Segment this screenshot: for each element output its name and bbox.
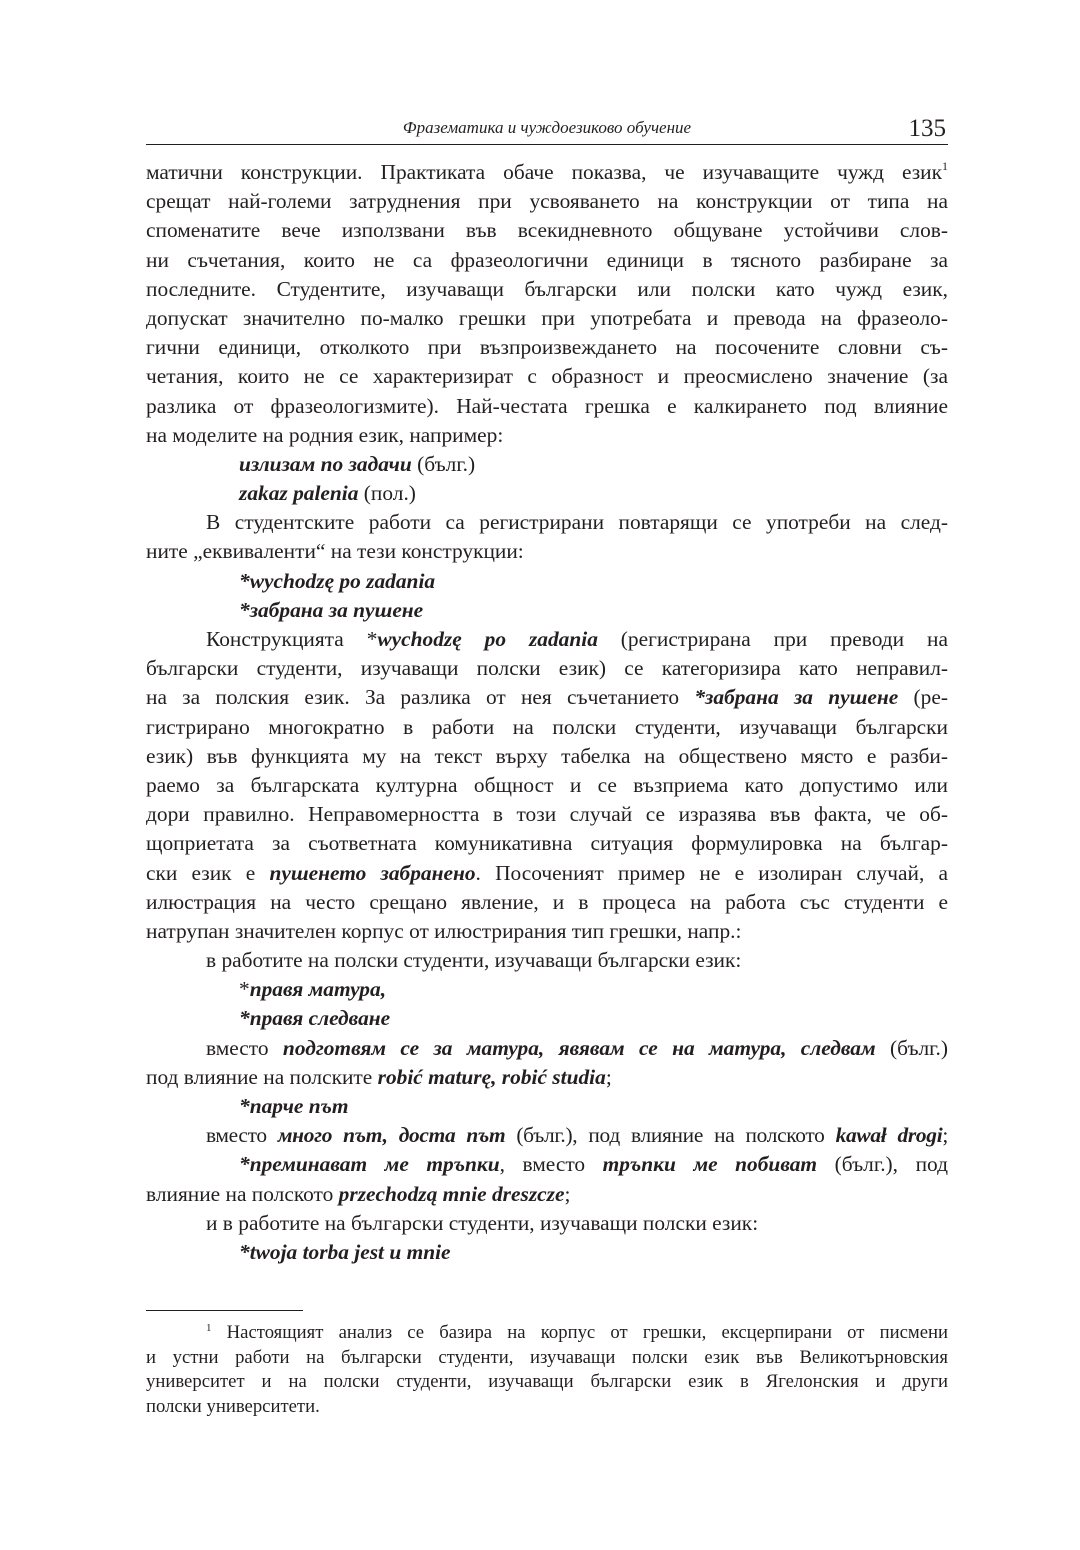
text-line: последните. Студентите, изучаващи български или полски като чужд език, [146, 276, 948, 301]
text-line: *преминават ме тръпки, вместо тръпки ме побиват (бълг.), под [239, 1152, 948, 1177]
text-line: ни съчетания, които не са фразеологични единици в тясното разбиране за [146, 247, 948, 272]
text-line: щоприетата за съответната комуникативна ситуация формулировка на българ- [146, 831, 948, 856]
example-line: *wychodzę po zadania [239, 568, 436, 593]
text-line: влияние на полското przechodzą mnie dreszcze; [146, 1181, 571, 1206]
running-header [146, 112, 948, 145]
example-line: *правя следване [239, 1006, 391, 1031]
footnote-line: полски университети. [146, 1395, 320, 1417]
text-line: на за полския език. За разлика от нея съчетанието *забрана за пушене (ре- [146, 685, 948, 710]
example-line: излизам по задачи (бълг.) [239, 451, 476, 476]
footnote-mark: 1 [206, 1322, 212, 1334]
footnote-line: и устни работи на български студенти, изучаващи полски език във Великотърновския [146, 1346, 948, 1368]
text-line: Конструкцията *wychodzę po zadania (регистрирана при преводи на [206, 627, 948, 651]
example-line: *twoja torba jest и mnie [239, 1239, 451, 1264]
footnote [146, 1321, 948, 1419]
body-text [146, 158, 948, 1267]
text-line: български студенти, изучаващи полски език) се категоризира като неправил- [146, 656, 948, 681]
text-line: допускат значително по-малко грешки при употребата и превода на фразеоло- [146, 305, 948, 330]
example-line: *правя матура, [239, 977, 387, 1002]
text-line: в работите на полски студенти, изучаващи български език: [206, 948, 742, 973]
text-line: илюстрация на често срещано явление, и в процеса на работа със студенти е [146, 889, 948, 914]
footnote-line: университет и на полски студенти, изучаващи български език в Ягелонския и други [146, 1371, 948, 1393]
text-line: гистрирано многократно в работи на полски студенти, изучаващи български [146, 714, 948, 739]
text-line: дори правилно. Неправомерността в този случай се изразява във факта, че об- [146, 802, 948, 827]
example-line: zakaz palenia (пол.) [239, 481, 416, 506]
text-line: гични единици, отколкото при възпроизвеждането на посочените словни съ- [146, 335, 948, 360]
text-line: език) във функцията му на текст върху табелка на обществено място е разби- [146, 743, 948, 768]
text-line: ски език е пушенето забранено. Посоченият пример не е изолиран случай, а [146, 860, 948, 885]
text-line: ните „еквиваленти“ на тези конструкции: [146, 539, 524, 564]
text-line: четания, които не се характеризират с образност и преосмислено значение (за [146, 364, 948, 389]
text-line: матични конструкции. Практиката обаче показва, че изучаващите чужд език$^1$ [146, 159, 948, 184]
text-line: под влияние на полските robić maturę, robić studia; [146, 1064, 612, 1089]
text-line: споменатите вече използвани във всекидневното общуване устойчиви слов- [146, 218, 948, 243]
footnote-line: $^1$ Настоящият анализ се базира на корпус от грешки, ексцерпирани от писмени [206, 1322, 948, 1343]
text-line: вместо подготвям се за матура, явявам се на матура, следвам (бълг.) [206, 1035, 949, 1060]
example-line: *парче път [239, 1094, 349, 1118]
example-line: *забрана за пушене [239, 597, 424, 622]
footnote-reference[interactable]: 1 [942, 159, 948, 173]
text-line: натрупан значителен корпус от илюстрирания тип грешки, напр.: [146, 918, 742, 943]
text-line: раемо за българската културна общност и се възприема като допустимо или [146, 772, 948, 797]
running-title: Фразематика и чуждоезиково обучение [402, 118, 692, 137]
text-line: В студентските работи са регистрирани повтарящи се употреби на след- [206, 510, 948, 535]
footnote-separator [146, 1310, 303, 1311]
text-line: на моделите на родния език, например: [146, 422, 504, 447]
text-line: срещат най-големи затруднения при усвояването на конструкции от типа на [146, 189, 948, 214]
text-line: вместо много път, доста път (бълг.), под влияние на полското kawał drogi; [206, 1123, 948, 1148]
text-line: и в работите на български студенти, изучаващи полски език: [206, 1210, 759, 1235]
page-number: 135 [908, 115, 946, 142]
text-line: разлика от фразеологизмите). Най-честата грешка е калкирането под влияние [146, 393, 948, 418]
